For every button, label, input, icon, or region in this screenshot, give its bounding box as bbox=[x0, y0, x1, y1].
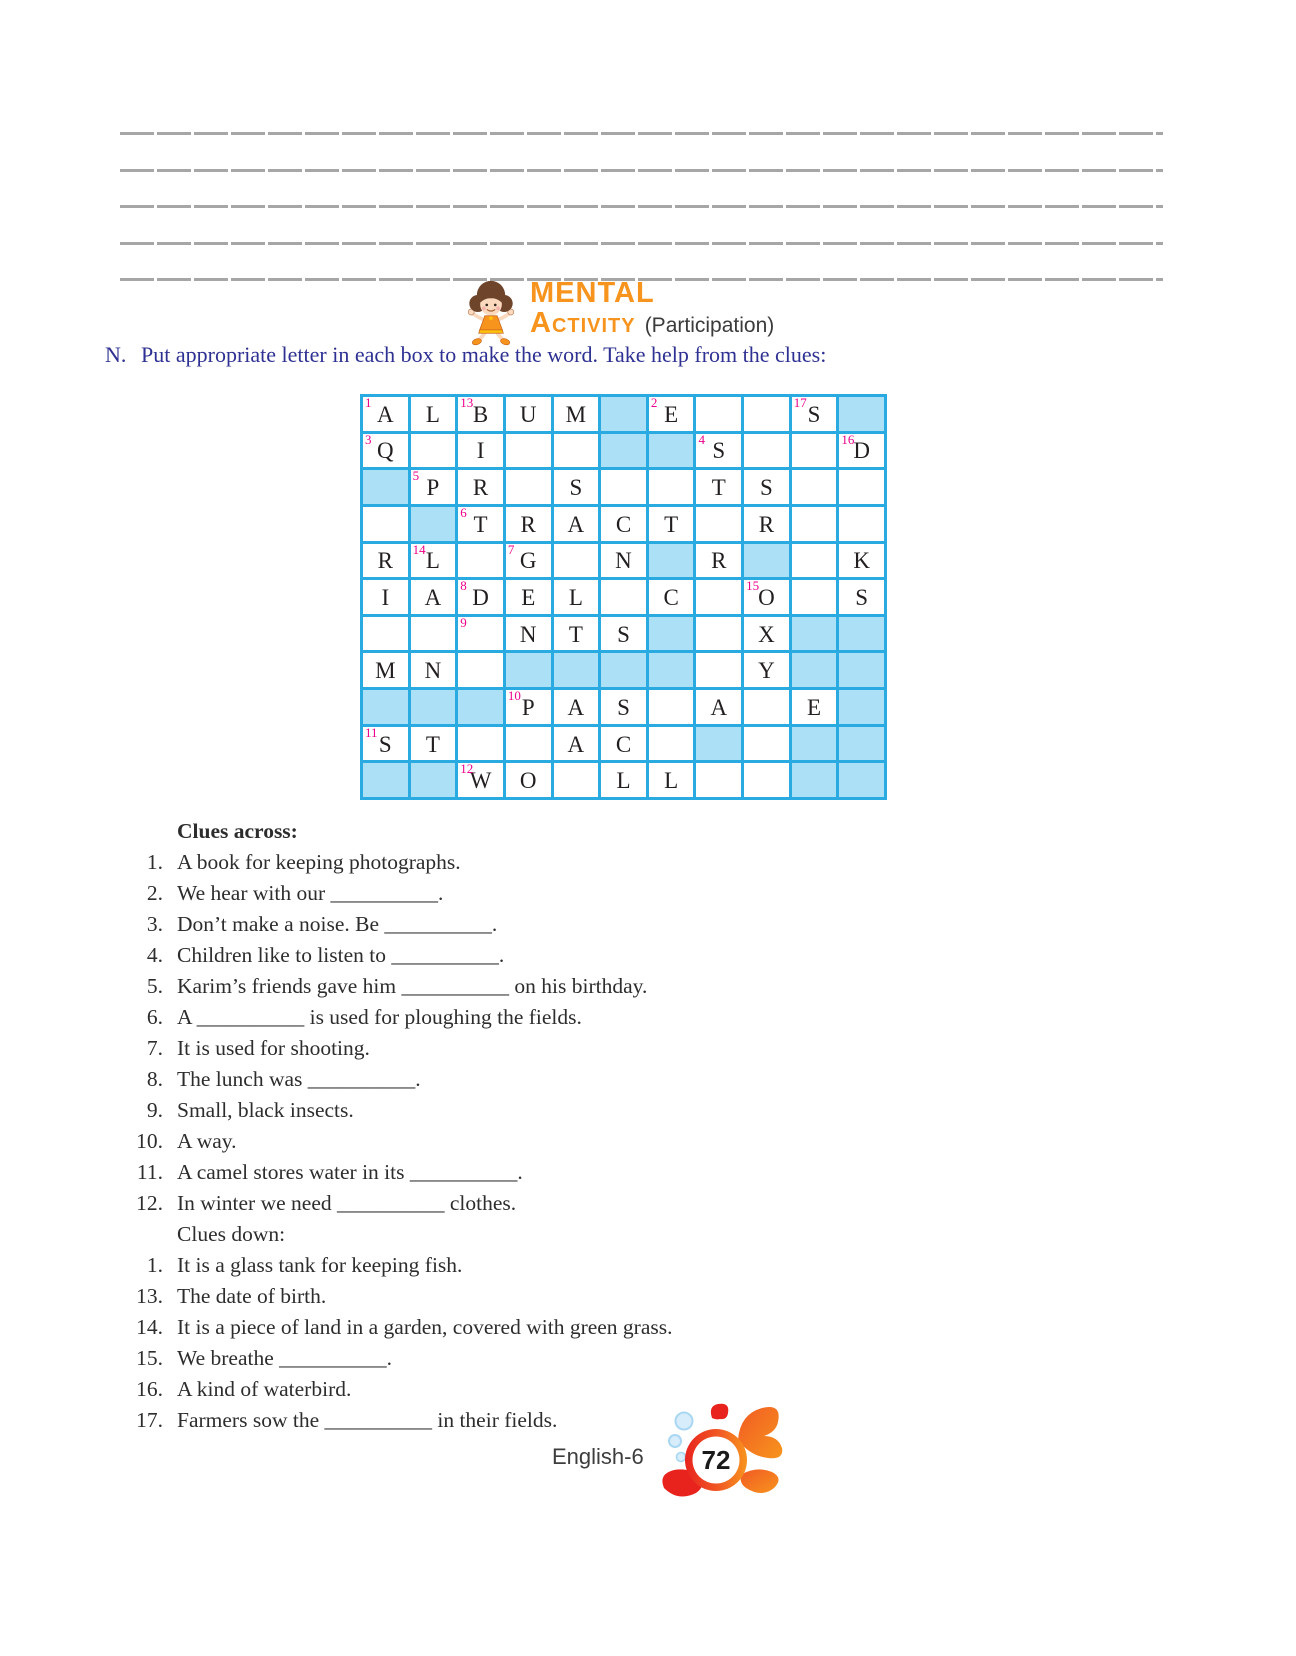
clue-item-down bbox=[105, 1343, 1225, 1374]
crossword-cell[interactable] bbox=[696, 763, 741, 797]
cell-letter: T bbox=[473, 511, 488, 537]
clue-item-across bbox=[105, 847, 1225, 878]
crossword-cell[interactable] bbox=[649, 507, 694, 541]
cell-letter: S bbox=[617, 694, 630, 720]
crossword-cell[interactable] bbox=[458, 763, 503, 797]
cell-letter: T bbox=[568, 621, 583, 647]
writing-line[interactable] bbox=[120, 242, 1163, 245]
clue-text: It is used for shooting. bbox=[177, 1036, 370, 1060]
clues-across-title: Clues across: bbox=[177, 819, 298, 843]
cell-letter: N bbox=[519, 621, 537, 647]
cell-number: 16 bbox=[841, 431, 855, 447]
crossword-cell[interactable] bbox=[458, 434, 503, 468]
crossword-cell[interactable] bbox=[649, 727, 694, 761]
crossword-cell[interactable] bbox=[696, 690, 741, 724]
crossword-cell[interactable] bbox=[363, 617, 408, 651]
crossword-cell[interactable] bbox=[363, 431, 408, 468]
cell-letter: R bbox=[758, 511, 775, 537]
cell-letter: A bbox=[567, 511, 585, 537]
crossword-cell[interactable] bbox=[839, 580, 884, 614]
mental-activity-header bbox=[458, 278, 774, 346]
cell-letter: R bbox=[520, 511, 536, 537]
blocked-cell bbox=[839, 763, 884, 797]
clue-item-across bbox=[105, 1064, 1225, 1095]
crossword-cell[interactable] bbox=[696, 431, 741, 468]
crossword-cell[interactable] bbox=[458, 614, 503, 651]
crossword-cell[interactable] bbox=[601, 507, 646, 541]
crossword-cell[interactable] bbox=[696, 617, 741, 651]
crossword-cell[interactable] bbox=[792, 397, 837, 431]
cell-letter: L bbox=[664, 768, 679, 794]
clue-number: 2. bbox=[146, 881, 163, 905]
crossword-cell[interactable] bbox=[744, 580, 789, 614]
crossword-cell[interactable] bbox=[554, 544, 599, 578]
clue-text: Farmers sow the __________ in their fields. bbox=[177, 1408, 558, 1432]
crossword-cell[interactable] bbox=[744, 690, 789, 724]
cell-letter: S bbox=[855, 584, 869, 610]
clue-text: It is a glass tank for keeping fish. bbox=[177, 1253, 463, 1277]
clue-item-across bbox=[105, 878, 1225, 909]
blocked-cell bbox=[506, 653, 551, 687]
question-line bbox=[105, 342, 1245, 368]
cell-letter: M bbox=[375, 658, 396, 684]
clue-item-down bbox=[105, 1312, 1225, 1343]
clue-number: 6. bbox=[146, 1005, 163, 1029]
blocked-cell bbox=[363, 470, 408, 504]
cell-letter: E bbox=[807, 694, 822, 720]
blocked-cell bbox=[601, 434, 646, 468]
writing-line[interactable] bbox=[120, 169, 1163, 172]
cell-letter: S bbox=[617, 621, 630, 647]
clue-text: A camel stores water in its __________. bbox=[177, 1160, 523, 1184]
crossword-cell[interactable] bbox=[411, 653, 456, 687]
crossword-cell[interactable] bbox=[506, 470, 551, 504]
blocked-cell bbox=[411, 507, 456, 541]
clue-text: A book for keeping photographs. bbox=[177, 850, 461, 874]
cell-letter: S bbox=[378, 731, 392, 757]
clue-item-across bbox=[105, 1157, 1225, 1188]
crossword-cell[interactable] bbox=[363, 397, 408, 431]
crossword-grid bbox=[360, 394, 887, 800]
cell-letter: L bbox=[616, 768, 631, 794]
blocked-cell bbox=[411, 690, 456, 724]
clue-text: A kind of waterbird. bbox=[177, 1377, 352, 1401]
clue-text: In winter we need __________ clothes. bbox=[177, 1191, 517, 1215]
book-name: English-6 bbox=[552, 1444, 644, 1469]
cell-letter: A bbox=[710, 694, 728, 720]
cell-letter: K bbox=[853, 548, 870, 574]
clue-number: 5. bbox=[146, 974, 163, 998]
cell-letter: X bbox=[758, 621, 775, 647]
cell-letter: C bbox=[663, 584, 679, 610]
crossword-cell[interactable] bbox=[458, 504, 503, 541]
clues-down-title: Clues down: bbox=[177, 1222, 286, 1246]
girl-mascot-icon bbox=[458, 278, 524, 346]
crossword-cell[interactable] bbox=[792, 507, 837, 541]
cell-letter: N bbox=[615, 548, 632, 574]
cell-number: 14 bbox=[412, 541, 426, 557]
crossword-cell[interactable] bbox=[506, 617, 551, 651]
clue-item-across bbox=[105, 1095, 1225, 1126]
crossword-cell[interactable] bbox=[792, 470, 837, 504]
clue-number: 16. bbox=[136, 1377, 163, 1401]
cell-letter: P bbox=[426, 475, 440, 501]
cell-letter: E bbox=[664, 401, 679, 427]
crossword-cell[interactable] bbox=[839, 544, 884, 578]
crossword-cell[interactable] bbox=[363, 507, 408, 541]
cell-number: 3 bbox=[365, 431, 372, 447]
crossword-cell[interactable] bbox=[744, 763, 789, 797]
cell-letter: T bbox=[664, 511, 679, 537]
crossword-cell[interactable] bbox=[411, 541, 456, 578]
clue-item-down bbox=[105, 1281, 1225, 1312]
clue-text: Don’t make a noise. Be __________. bbox=[177, 912, 498, 936]
crossword-cell[interactable] bbox=[601, 617, 646, 651]
clue-number: 12. bbox=[136, 1191, 163, 1215]
clue-text: Small, black insects. bbox=[177, 1098, 354, 1122]
cell-letter: I bbox=[381, 584, 390, 610]
crossword-cell[interactable] bbox=[696, 397, 741, 431]
page-footer bbox=[552, 1396, 792, 1518]
crossword-cell[interactable] bbox=[649, 470, 694, 504]
clue-number: 13. bbox=[136, 1284, 163, 1308]
blocked-cell bbox=[839, 397, 884, 431]
cell-letter: C bbox=[615, 511, 632, 537]
crossword-cell[interactable] bbox=[554, 727, 599, 761]
crossword-cell[interactable] bbox=[411, 580, 456, 614]
crossword-cell[interactable] bbox=[363, 580, 408, 614]
cell-number: 17 bbox=[793, 395, 807, 410]
crossword-cell[interactable] bbox=[601, 727, 646, 761]
cell-letter: S bbox=[569, 475, 583, 501]
clue-number: 8. bbox=[146, 1067, 163, 1091]
cell-letter: L bbox=[425, 548, 440, 574]
crossword-cell[interactable] bbox=[744, 653, 789, 687]
blocked-cell bbox=[744, 544, 789, 578]
cell-letter: A bbox=[567, 694, 585, 720]
clue-text: It is a piece of land in a garden, covered with green grass. bbox=[177, 1315, 673, 1339]
clue-number: 7. bbox=[146, 1036, 163, 1060]
crossword-cell[interactable] bbox=[744, 617, 789, 651]
cell-number: 12 bbox=[460, 761, 474, 777]
clue-number: 9. bbox=[146, 1098, 163, 1122]
cell-letter: C bbox=[615, 731, 632, 757]
cell-letter: L bbox=[425, 401, 440, 427]
question-text: Put appropriate letter in each box to make the word. Take help from the clues: bbox=[141, 342, 827, 367]
crossword-cell[interactable] bbox=[792, 690, 837, 724]
crossword-cell[interactable] bbox=[792, 434, 837, 468]
cell-letter: R bbox=[711, 548, 727, 574]
cell-number: 1 bbox=[365, 395, 372, 410]
cell-number: 9 bbox=[460, 614, 467, 630]
crossword-cell[interactable] bbox=[649, 397, 694, 431]
writing-line[interactable] bbox=[120, 205, 1163, 208]
header-text bbox=[530, 278, 774, 341]
cell-letter: B bbox=[472, 401, 489, 427]
clue-text: We breathe __________. bbox=[177, 1346, 392, 1370]
crossword-cell[interactable] bbox=[458, 470, 503, 504]
crossword-cell[interactable] bbox=[554, 690, 599, 724]
clue-item-across bbox=[105, 1002, 1225, 1033]
clue-number: 15. bbox=[136, 1346, 163, 1370]
crossword-cell[interactable] bbox=[839, 470, 884, 504]
crossword-cell[interactable] bbox=[506, 507, 551, 541]
crossword-cell[interactable] bbox=[458, 397, 503, 431]
clue-item-across bbox=[105, 971, 1225, 1002]
crossword-cell[interactable] bbox=[744, 397, 789, 431]
crossword-cell[interactable] bbox=[696, 653, 741, 687]
cell-letter: S bbox=[807, 401, 821, 427]
crossword-cell[interactable] bbox=[696, 470, 741, 504]
title-activity bbox=[530, 308, 774, 341]
crossword-cell[interactable] bbox=[554, 434, 599, 468]
crossword-cell[interactable] bbox=[554, 617, 599, 651]
clue-text: We hear with our __________. bbox=[177, 881, 444, 905]
crossword-cell[interactable] bbox=[458, 580, 503, 614]
crossword-cell[interactable] bbox=[506, 580, 551, 614]
cell-letter: I bbox=[476, 438, 485, 464]
blocked-cell bbox=[554, 653, 599, 687]
blocked-cell bbox=[649, 617, 694, 651]
clue-number: 1. bbox=[146, 850, 163, 874]
crossword-cell[interactable] bbox=[696, 580, 741, 614]
clue-item-across bbox=[105, 1033, 1225, 1064]
clue-number: 3. bbox=[146, 912, 163, 936]
blocked-cell bbox=[363, 763, 408, 797]
clue-number: 4. bbox=[146, 943, 163, 967]
crossword-cell[interactable] bbox=[601, 470, 646, 504]
blocked-cell bbox=[696, 727, 741, 761]
crossword-cell[interactable] bbox=[411, 397, 456, 431]
title-participation: (Participation) bbox=[644, 314, 775, 337]
crossword-cell[interactable] bbox=[649, 690, 694, 724]
cell-number: 8 bbox=[460, 578, 467, 594]
blocked-cell bbox=[792, 617, 837, 651]
cell-letter: N bbox=[424, 658, 442, 684]
cell-letter: O bbox=[519, 768, 537, 794]
cell-letter: D bbox=[472, 584, 489, 610]
cell-letter: A bbox=[377, 401, 394, 427]
cell-letter: S bbox=[712, 438, 726, 464]
blocked-cell bbox=[649, 544, 694, 578]
cell-letter: Q bbox=[377, 438, 394, 464]
clue-number: 1. bbox=[146, 1253, 163, 1277]
cell-letter: S bbox=[760, 475, 773, 501]
blocked-cell bbox=[839, 727, 884, 761]
crossword-cell[interactable] bbox=[792, 544, 837, 578]
blocked-cell bbox=[649, 653, 694, 687]
clue-number: 10. bbox=[136, 1129, 163, 1153]
blocked-cell bbox=[839, 653, 884, 687]
cell-letter: A bbox=[424, 584, 442, 610]
crossword-cell[interactable] bbox=[458, 653, 503, 687]
crossword-cell[interactable] bbox=[601, 580, 646, 614]
crossword-cell[interactable] bbox=[839, 431, 884, 468]
clue-text: The date of birth. bbox=[177, 1284, 327, 1308]
blocked-cell bbox=[792, 727, 837, 761]
title-activity-word: Activity bbox=[530, 307, 636, 339]
cell-letter: D bbox=[853, 438, 870, 464]
crossword-cell[interactable] bbox=[411, 727, 456, 761]
clue-item-across bbox=[105, 909, 1225, 940]
crossword-cell[interactable] bbox=[554, 763, 599, 797]
crossword-cell[interactable] bbox=[411, 470, 456, 504]
clue-text: A way. bbox=[177, 1129, 237, 1153]
cell-number: 7 bbox=[507, 541, 515, 557]
clues-block bbox=[105, 816, 1225, 1436]
cell-letter: Y bbox=[758, 658, 775, 684]
cell-number: 10 bbox=[507, 688, 521, 704]
cell-letter: L bbox=[568, 584, 583, 610]
crossword-cell[interactable] bbox=[744, 434, 789, 468]
crossword-cell[interactable] bbox=[601, 763, 646, 797]
clue-text: Karim’s friends gave him __________ on his birthday. bbox=[177, 974, 648, 998]
crossword-cell[interactable] bbox=[363, 544, 408, 578]
page-number-badge: 72 bbox=[701, 1445, 731, 1475]
fish-logo bbox=[650, 1396, 792, 1518]
cell-letter: G bbox=[519, 548, 537, 574]
clue-item-across bbox=[105, 1126, 1225, 1157]
cell-number: 2 bbox=[650, 395, 658, 410]
title-mental: MENTAL bbox=[530, 277, 655, 309]
blocked-cell bbox=[458, 690, 503, 724]
crossword-cell[interactable] bbox=[839, 507, 884, 541]
blocked-cell bbox=[792, 763, 837, 797]
crossword-cell[interactable] bbox=[506, 690, 551, 724]
crossword-cell[interactable] bbox=[411, 434, 456, 468]
cell-letter: R bbox=[472, 475, 489, 501]
crossword-cell[interactable] bbox=[601, 544, 646, 578]
crossword-cell[interactable] bbox=[506, 727, 551, 761]
blocked-cell bbox=[792, 653, 837, 687]
blocked-cell bbox=[601, 397, 646, 431]
clue-item-across bbox=[105, 940, 1225, 971]
crossword-cell[interactable] bbox=[506, 541, 551, 578]
cell-letter: A bbox=[567, 731, 585, 757]
blocked-cell bbox=[411, 763, 456, 797]
crossword-cell[interactable] bbox=[744, 470, 789, 504]
crossword-cell[interactable] bbox=[458, 544, 503, 578]
cell-letter: M bbox=[565, 401, 587, 427]
question-label: N. bbox=[105, 342, 127, 367]
writing-line[interactable] bbox=[120, 132, 1163, 135]
crossword-cell[interactable] bbox=[696, 544, 741, 578]
clue-item-down bbox=[105, 1250, 1225, 1281]
cell-letter: O bbox=[758, 584, 775, 610]
clue-text: The lunch was __________. bbox=[177, 1067, 421, 1091]
cell-number: 15 bbox=[746, 578, 760, 594]
blocked-cell bbox=[649, 434, 694, 468]
cell-letter: E bbox=[521, 584, 536, 610]
clue-number: 17. bbox=[136, 1408, 163, 1432]
crossword-cell[interactable] bbox=[554, 397, 599, 431]
crossword-cell[interactable] bbox=[744, 727, 789, 761]
cell-number: 13 bbox=[460, 395, 474, 410]
cell-letter: R bbox=[377, 548, 393, 574]
cell-letter: P bbox=[521, 694, 535, 720]
crossword-cell[interactable] bbox=[554, 507, 599, 541]
cell-number: 6 bbox=[460, 504, 467, 520]
crossword-cell[interactable] bbox=[411, 617, 456, 651]
crossword-cell[interactable] bbox=[363, 653, 408, 687]
cell-number: 4 bbox=[698, 431, 705, 447]
crossword-cell[interactable] bbox=[696, 507, 741, 541]
blocked-cell bbox=[601, 653, 646, 687]
cell-number: 5 bbox=[412, 468, 420, 484]
blocked-cell bbox=[839, 690, 884, 724]
blocked-cell bbox=[363, 690, 408, 724]
crossword-cell[interactable] bbox=[554, 580, 599, 614]
clue-number: 14. bbox=[136, 1315, 163, 1339]
crossword-cell[interactable] bbox=[649, 763, 694, 797]
cell-letter: U bbox=[519, 401, 537, 427]
blocked-cell bbox=[839, 617, 884, 651]
crossword-cell[interactable] bbox=[506, 397, 551, 431]
crossword-cell[interactable] bbox=[744, 507, 789, 541]
clue-text: Children like to listen to __________. bbox=[177, 943, 505, 967]
cell-number: 11 bbox=[365, 724, 378, 740]
crossword-cell[interactable] bbox=[601, 690, 646, 724]
crossword-cell[interactable] bbox=[792, 580, 837, 614]
clue-item-across bbox=[105, 1188, 1225, 1219]
cell-letter: T bbox=[425, 731, 440, 757]
clue-number: 11. bbox=[136, 1160, 163, 1184]
cell-letter: T bbox=[711, 475, 726, 501]
clue-text: A __________ is used for ploughing the fields. bbox=[177, 1005, 582, 1029]
crossword-cell[interactable] bbox=[506, 434, 551, 468]
crossword-cell[interactable] bbox=[363, 724, 408, 761]
cell-letter: W bbox=[469, 768, 492, 794]
crossword-cell[interactable] bbox=[506, 763, 551, 797]
crossword-cell[interactable] bbox=[458, 727, 503, 761]
crossword-cell[interactable] bbox=[554, 470, 599, 504]
crossword-cell[interactable] bbox=[649, 580, 694, 614]
